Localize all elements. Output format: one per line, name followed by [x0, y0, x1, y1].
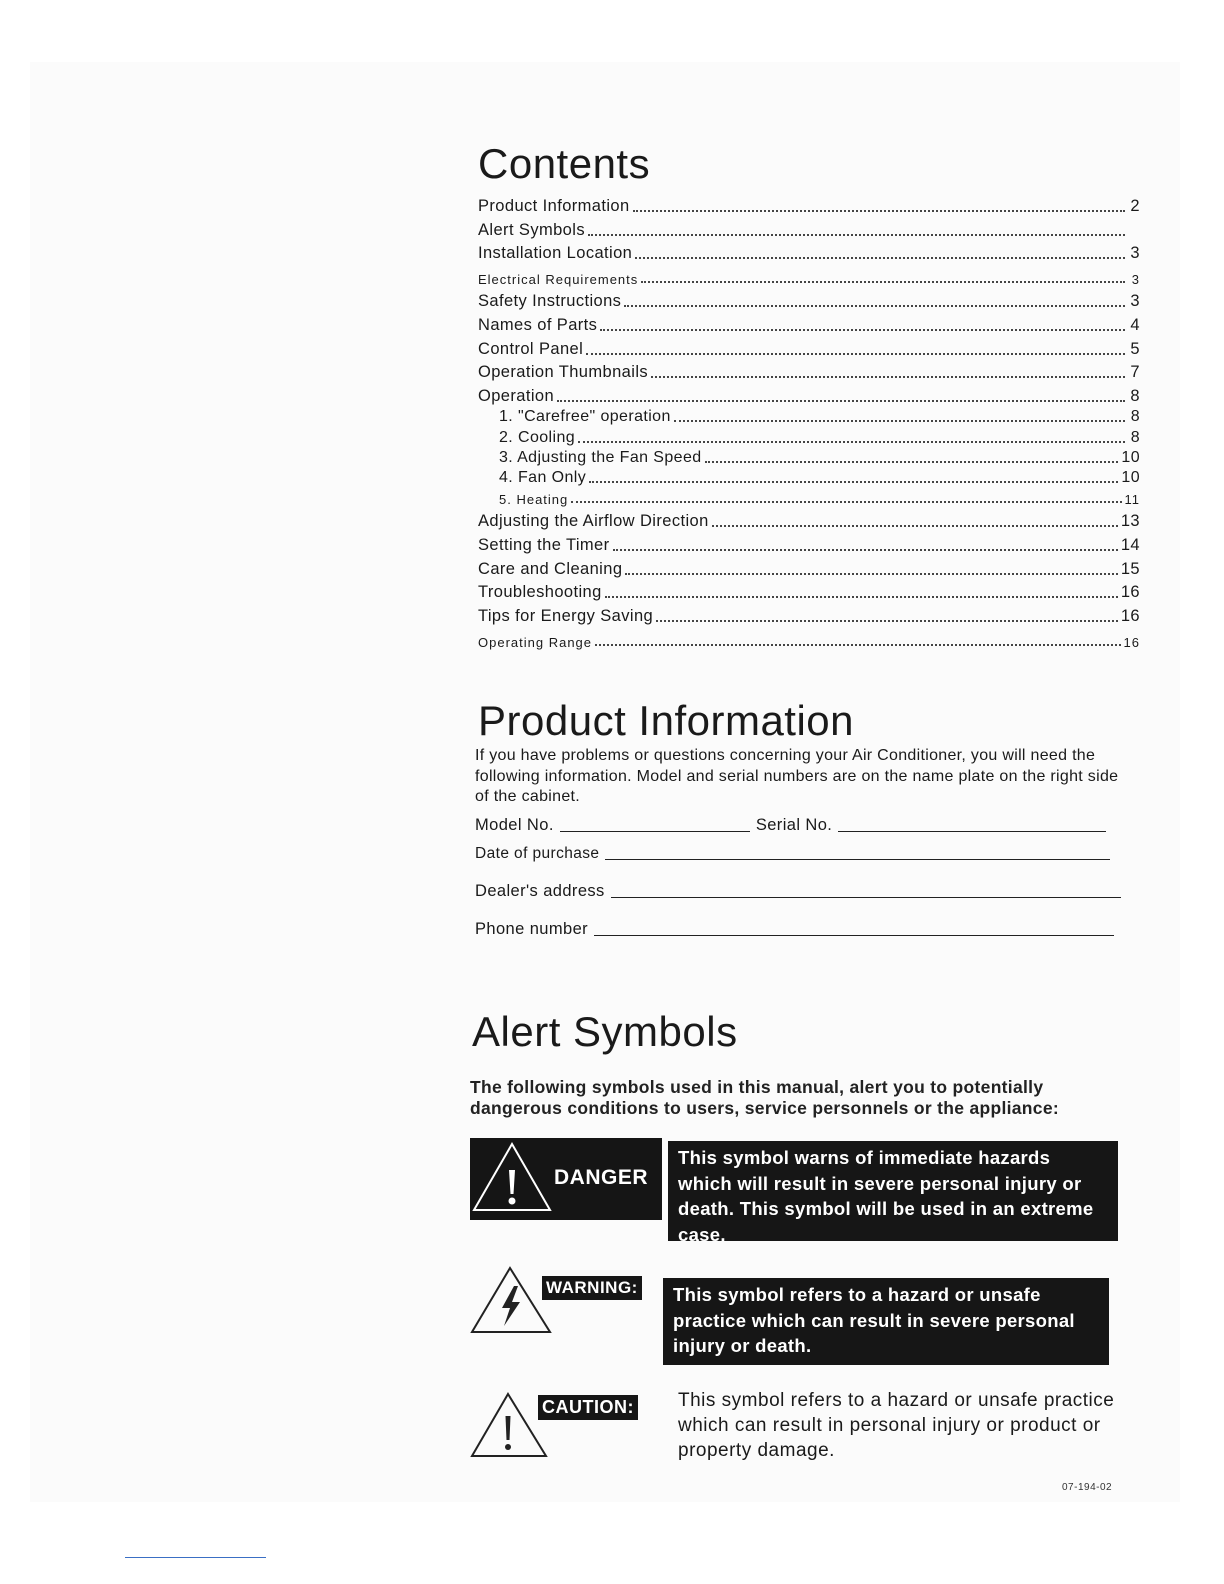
toc-entry[interactable]: [478, 626, 1140, 650]
toc-entry-page: 14: [1120, 535, 1140, 554]
toc-leader-dots: [705, 460, 1119, 463]
toc-entry-page: 8: [1130, 387, 1140, 406]
toc-leader-dots: [613, 548, 1118, 551]
toc-leader-dots: [625, 572, 1117, 575]
warning-label: WARNING:: [542, 1276, 642, 1300]
toc-leader-dots: [656, 619, 1118, 622]
toc-entry-title: 3. Adjusting the Fan Speed: [499, 448, 702, 466]
toc-entry-page: 13: [1120, 511, 1140, 530]
model-serial-row: [475, 816, 1130, 835]
toc-entry-title: 4. Fan Only: [499, 468, 587, 486]
toc-entry-title: 2. Cooling: [499, 428, 576, 446]
toc-leader-dots: [651, 375, 1125, 378]
danger-text: This symbol warns of immediate hazards which will result in severe personal injury or death. This symbol will be used in an extreme case.: [668, 1141, 1118, 1241]
serial-label: Serial No.: [755, 816, 833, 834]
caution-label: CAUTION:: [538, 1395, 638, 1420]
toc-entry-title: Installation Location: [478, 244, 633, 263]
toc-entry-title: Operation: [478, 387, 555, 406]
document-code: 07-194-02: [1062, 1482, 1113, 1493]
model-field[interactable]: [560, 830, 750, 832]
toc-entry-page: 3: [1131, 272, 1140, 288]
product-info-intro: If you have problems or questions concerning your Air Conditioner, you will need the following information. Model and serial numbers are on the name plate on the right side of the cabinet.: [475, 747, 1119, 805]
toc-leader-dots: [624, 304, 1125, 307]
purchase-label: Date of purchase: [475, 845, 600, 862]
purchase-row: [475, 845, 1110, 863]
purchase-field[interactable]: [605, 858, 1110, 860]
toc-leader-dots: [600, 328, 1125, 331]
toc-leader-dots: [589, 480, 1118, 483]
toc-entry-page: 4: [1130, 315, 1140, 334]
toc-entry-page: 3: [1130, 291, 1140, 310]
toc-entry-page: 16: [1123, 634, 1140, 650]
toc-entry-title: Electrical Requirements: [478, 272, 639, 288]
toc-entry-title: Alert Symbols: [478, 220, 585, 239]
toc-entry-title: Adjusting the Airflow Direction: [478, 511, 709, 530]
dealer-row: [475, 882, 1121, 901]
lightning-triangle-icon: [470, 1264, 560, 1336]
toc-entry-title: Operating Range: [478, 634, 593, 650]
dealer-label: Dealer's address: [475, 882, 605, 900]
toc-entry[interactable]: [478, 240, 1140, 264]
toc-entry-title: Care and Cleaning: [478, 559, 623, 578]
toc-entry[interactable]: [478, 335, 1140, 359]
contents-heading: Contents: [478, 140, 651, 187]
toc-leader-dots: [586, 352, 1125, 355]
toc-entry[interactable]: [478, 447, 1140, 467]
dealer-field[interactable]: [611, 896, 1121, 898]
toc-entry[interactable]: [478, 602, 1140, 626]
toc-entry[interactable]: [478, 487, 1140, 507]
toc-entry[interactable]: [478, 426, 1140, 446]
toc-entry-page: 16: [1120, 607, 1140, 626]
toc-entry-title: 1. "Carefree" operation: [499, 408, 671, 426]
toc-leader-dots: [557, 399, 1125, 402]
alert-symbols-heading: Alert Symbols: [472, 1008, 738, 1055]
serial-field[interactable]: [838, 830, 1106, 832]
toc-entry-page: 5: [1130, 339, 1140, 358]
danger-symbol: [470, 1138, 662, 1220]
product-info-heading: Product Information: [478, 697, 855, 744]
warning-text: This symbol refers to a hazard or unsafe practice which can result in severe personal injury or death.: [663, 1278, 1109, 1365]
toc-entry-title: Control Panel: [478, 339, 584, 358]
phone-field[interactable]: [594, 934, 1114, 936]
toc-entry-page: 10: [1121, 468, 1140, 486]
toc-leader-dots: [588, 233, 1125, 236]
toc-leader-dots: [633, 209, 1125, 212]
toc-entry[interactable]: [478, 579, 1140, 603]
toc-entry-page: 8: [1130, 428, 1140, 446]
alert-intro: The following symbols used in this manual, alert you to potentially dangerous conditions to users, service personnels or the appliance:: [470, 1077, 1059, 1118]
toc-leader-dots: [605, 595, 1118, 598]
toc-leader-dots: [712, 524, 1118, 527]
toc-entry[interactable]: [478, 382, 1140, 406]
toc-entry[interactable]: [478, 216, 1140, 240]
toc-entry[interactable]: [478, 192, 1140, 216]
toc-entry-title: Names of Parts: [478, 315, 598, 334]
toc-entry-title: Setting the Timer: [478, 535, 610, 554]
phone-label: Phone number: [475, 920, 589, 938]
phone-row: [475, 920, 1114, 939]
toc-leader-dots: [578, 440, 1125, 443]
toc-entry-title: Tips for Energy Saving: [478, 607, 654, 626]
toc-entry-page: 10: [1121, 448, 1140, 466]
toc-entry[interactable]: [478, 311, 1140, 335]
toc-leader-dots: [641, 280, 1125, 283]
toc-entry[interactable]: [478, 263, 1140, 287]
toc-entry-page: 11: [1124, 492, 1140, 508]
caution-text: This symbol refers to a hazard or unsafe practice which can result in personal injury or product or property damage.: [678, 1390, 1115, 1461]
toc-leader-dots: [595, 643, 1121, 646]
toc-leader-dots: [571, 500, 1121, 503]
toc-entry[interactable]: [478, 467, 1140, 487]
danger-label: DANGER: [554, 1166, 649, 1189]
toc-entry-page: 8: [1130, 408, 1140, 426]
exclamation-triangle-icon: [470, 1138, 560, 1220]
toc-entry-title: Safety Instructions: [478, 291, 622, 310]
footer-rule: [125, 1557, 266, 1558]
toc-entry[interactable]: [478, 359, 1140, 383]
table-of-contents: [478, 192, 1140, 650]
toc-entry-page: 3: [1130, 244, 1140, 263]
toc-entry[interactable]: [478, 406, 1140, 426]
toc-entry-title: Product Information: [478, 196, 630, 215]
toc-entry-title: Troubleshooting: [478, 583, 602, 602]
toc-entry-page: 2: [1130, 196, 1140, 215]
toc-entry[interactable]: [478, 555, 1140, 579]
toc-entry-page: 15: [1120, 559, 1140, 578]
toc-entry-page: 16: [1120, 583, 1140, 602]
toc-entry-page: 7: [1130, 363, 1140, 382]
toc-entry-title: Operation Thumbnails: [478, 363, 649, 382]
toc-entry[interactable]: [478, 531, 1140, 555]
toc-entry[interactable]: [478, 287, 1140, 311]
toc-entry-title: 5. Heating: [499, 492, 569, 508]
toc-leader-dots: [635, 256, 1125, 259]
model-label: Model No.: [475, 816, 554, 834]
toc-entry[interactable]: [478, 507, 1140, 531]
toc-leader-dots: [674, 419, 1125, 422]
